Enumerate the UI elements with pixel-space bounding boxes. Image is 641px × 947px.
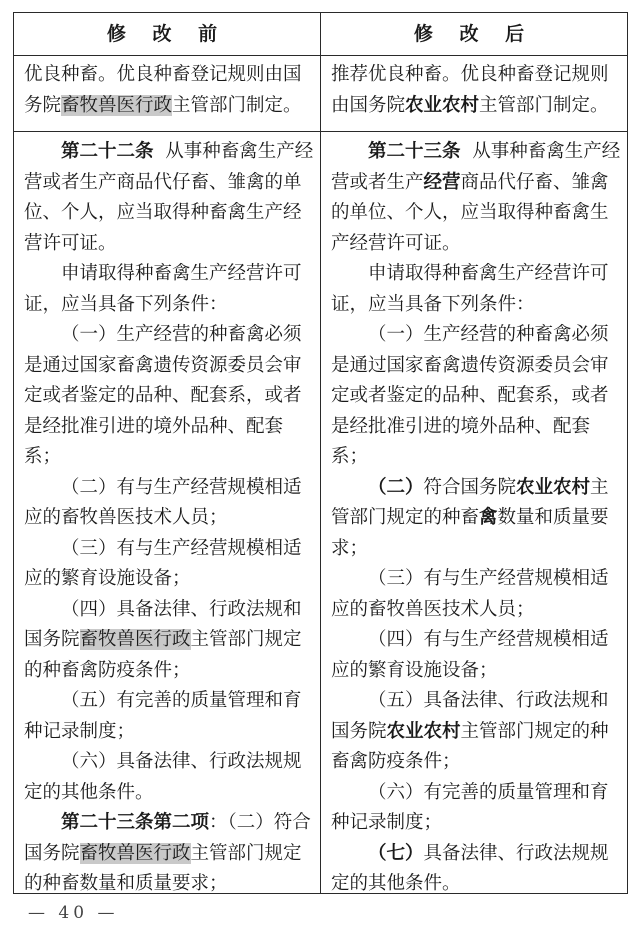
header-divider bbox=[14, 55, 627, 56]
article-22: 第二十二条 从事种畜禽生产经营或者生产商品代仔畜、雏禽的单位、个人，应当取得种畜禽生产经营许可证。 bbox=[24, 141, 314, 254]
condition-4: （四）有与生产经营规模相适应的繁育设施设备； bbox=[331, 629, 609, 681]
condition-1: （一）生产经营的种畜禽必须是通过国家畜禽遗传资源委员会审定或者鉴定的品种、配套系，或者是经批准引进的境外品种、配套系； bbox=[24, 324, 302, 467]
page-number: — 40 — bbox=[28, 903, 119, 923]
header-before: 修 改 前 bbox=[106, 23, 228, 45]
condition-3: （三）有与生产经营规模相适应的繁育设施设备； bbox=[24, 537, 302, 589]
comparison-table bbox=[13, 12, 628, 894]
row1-before: 优良种畜。优良种畜登记规则由国务院畜牧兽医行政主管部门制定。 bbox=[24, 64, 302, 116]
apply-conditions: 申请取得种畜禽生产经营许可证，应当具备下列条件： bbox=[331, 263, 609, 315]
column-divider bbox=[320, 13, 321, 893]
condition-3: （三）有与生产经营规模相适应的畜牧兽医技术人员； bbox=[331, 568, 609, 620]
row2-before bbox=[24, 137, 314, 900]
condition-4: （四）具备法律、行政法规和国务院畜牧兽医行政主管部门规定的种畜禽防疫条件； bbox=[24, 598, 302, 681]
article-23: 第二十三条 从事种畜禽生产经营或者生产经营商品代仔畜、雏禽的单位、个人，应当取得种畜禽生产经营许可证。 bbox=[331, 141, 621, 254]
highlight-removed: 畜牧兽医行政 bbox=[61, 94, 173, 116]
condition-2: （二）符合国务院农业农村主管部门规定的种畜禽数量和质量要求； bbox=[331, 476, 609, 559]
row2-after bbox=[331, 137, 621, 900]
condition-6: （六）有完善的质量管理和育种记录制度； bbox=[331, 781, 609, 833]
condition-6: （六）具备法律、行政法规规定的其他条件。 bbox=[24, 751, 302, 803]
condition-1: （一）生产经营的种畜禽必须是通过国家畜禽遗传资源委员会审定或者鉴定的品种、配套系，或者是经批准引进的境外品种、配套系； bbox=[331, 324, 609, 467]
condition-2: （二）有与生产经营规模相适应的畜牧兽医技术人员； bbox=[24, 476, 302, 528]
row1-after: 推荐优良种畜。优良种畜登记规则由国务院农业农村主管部门制定。 bbox=[331, 64, 609, 116]
bold-added: 农业农村 bbox=[405, 94, 480, 116]
row-divider bbox=[14, 131, 627, 132]
condition-7: （七）具备法律、行政法规规定的其他条件。 bbox=[331, 842, 609, 894]
apply-conditions: 申请取得种畜禽生产经营许可证，应当具备下列条件： bbox=[24, 263, 302, 315]
header-after: 修 改 后 bbox=[413, 23, 535, 45]
condition-5: （五）有完善的质量管理和育种记录制度； bbox=[24, 690, 302, 742]
condition-5: （五）具备法律、行政法规和国务院农业农村主管部门规定的种畜禽防疫条件； bbox=[331, 690, 609, 772]
article-23-item-2: 第二十三条第二项：（二）符合国务院畜牧兽医行政主管部门规定的种畜数量和质量要求； bbox=[24, 812, 311, 894]
